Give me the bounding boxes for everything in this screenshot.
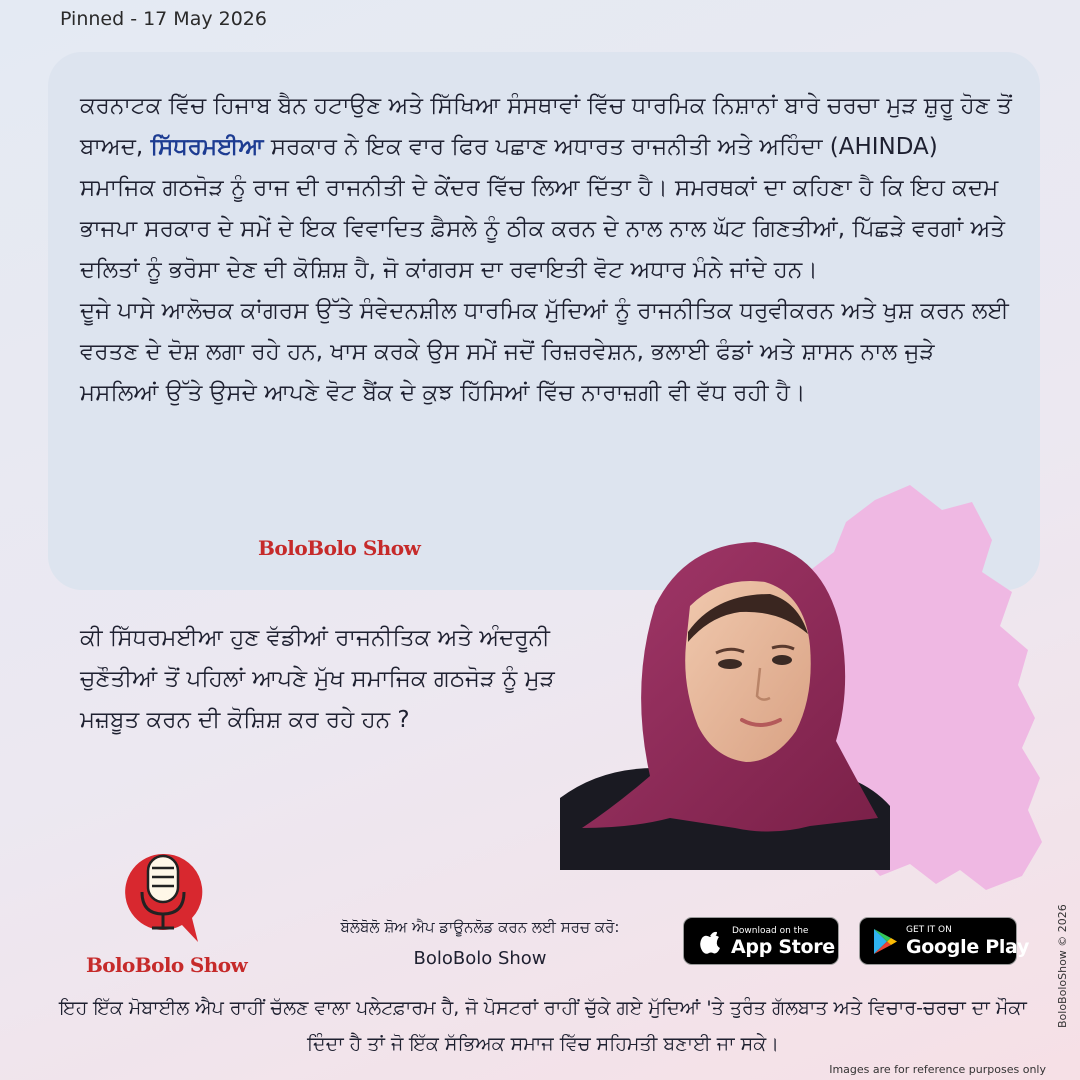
- google-play-button[interactable]: [859, 917, 1030, 965]
- google-play-big-label: Google Play: [906, 936, 1030, 958]
- app-store-big-label: App Store: [731, 936, 835, 958]
- article-text-part2: ਸਰਕਾਰ ਨੇ ਇਕ ਵਾਰ ਫਿਰ ਪਛਾਣ ਅਧਾਰਤ ਰਾਜਨੀਤੀ ਅਤੇ ਅਹਿੰਦਾ (AHINDA) ਸਮਾਜਿਕ ਗਠਜੋੜ ਨੂੰ ਰਾਜ ਦੀ ਰਾਜਨੀਤੀ ਦੇ ਕੇਂਦਰ ਵਿੱਚ ਲਿਆ ਦਿੱਤਾ ਹੈ। ਸਮਰਥਕਾਂ ਦਾ ਕਹਿਣਾ ਹੈ ਕਿ ਇਹ ਕਦਮ ਭਾਜਪਾ ਸਰਕਾਰ ਦੇ ਸਮੇਂ ਦੇ ਇਕ ਵਿਵਾਦਿਤ ਫ਼ੈਸਲੇ ਨੂੰ ਠੀਕ ਕਰਨ ਦੇ ਨਾਲ ਨਾਲ ਘੱਟ ਗਿਣਤੀਆਂ, ਪਿੱਛੜੇ ਵਰਗਾਂ ਅਤੇ ਦਲਿਤਾਂ ਨੂੰ ਭਰੋਸਾ ਦੇਣ ਦੀ ਕੋਸ਼ਿਸ਼ ਹੈ, ਜੋ ਕਾਂਗਰਸ ਦਾ ਰਵਾਇਤੀ ਵੋਟ ਅਧਾਰ ਮੰਨੇ ਜਾਂਦੇ ਹਨ।: [80, 134, 1006, 283]
- article-text-part1: ਕਰਨਾਟਕ ਵਿੱਚ ਹਿਜਾਬ ਬੈਨ ਹਟਾਉਣ ਅਤੇ ਸਿੱਖਿਆ ਸੰਸਥਾਵਾਂ ਵਿੱਚ ਧਾਰਮਿਕ ਨਿਸ਼ਾਨਾਂ ਬਾਰੇ ਚਰਚਾ ਮੁੜ ਸ਼ੁਰੂ ਹੋਣ ਤੋਂ ਬਾਅਦ,: [80, 93, 1012, 160]
- logo-brand-text: BoloBolo Show: [86, 953, 248, 977]
- image-disclaimer: Images are for reference purposes only: [829, 1063, 1046, 1076]
- google-play-icon: [872, 927, 898, 956]
- app-store-small-label: Download on the: [732, 926, 809, 936]
- footer-description: ਇਹ ਇੱਕ ਮੋਬਾਈਲ ਐਪ ਰਾਹੀਂ ਚੱਲਣ ਵਾਲਾ ਪਲੇਟਫ਼ਾਰਮ ਹੈ, ਜੋ ਪੋਸਟਰਾਂ ਰਾਹੀਂ ਚੁੱਕੇ ਗਏ ਮੁੱਦਿਆਂ 'ਤੇ ਤੁਰੰਤ ਗੱਲਬਾਤ ਅਤੇ ਵਿਚਾਰ-ਚਰਚਾ ਦਾ ਮੌਕਾ ਦਿੰਦਾ ਹੈ ਤਾਂ ਜੋ ਇੱਕ ਸੱਭਿਅਕ ਸਮਾਜ ਵਿੱਚ ਸਹਿਮਤੀ ਬਣਾਈ ਜਾ ਸਕੇ।: [59, 997, 1027, 1055]
- card-brand-watermark: BoloBolo Show: [258, 536, 421, 560]
- google-play-small-label: GET IT ON: [906, 925, 952, 935]
- side-copyright: BoloBoloShow © 2026: [1056, 904, 1069, 1028]
- bolobolo-microphone-logo-icon: [118, 848, 208, 948]
- question-text: ਕੀ ਸਿੱਧਰਮਈਆ ਹੁਣ ਵੱਡੀਆਂ ਰਾਜਨੀਤਿਕ ਅਤੇ ਅੰਦਰੂਨੀ ਚੁਣੌਤੀਆਂ ਤੋਂ ਪਹਿਲਾਂ ਆਪਣੇ ਮੁੱਖ ਸਮਾਜਿਕ ਗਠਜੋੜ ਨੂੰ ਮੁੜ ਮਜ਼ਬੂਤ ਕਰਨ ਦੀ ਕੋਸ਼ਿਸ਼ ਕਰ ਰਹੇ ਹਨ ?: [80, 625, 555, 733]
- article-text-part3: ਦੂਜੇ ਪਾਸੇ ਆਲੋਚਕ ਕਾਂਗਰਸ ਉੱਤੇ ਸੰਵੇਦਨਸ਼ੀਲ ਧਾਰਮਿਕ ਮੁੱਦਿਆਂ ਨੂੰ ਰਾਜਨੀਤਿਕ ਧਰੁਵੀਕਰਨ ਅਤੇ ਖੁਸ਼ ਕਰਨ ਲਈ ਵਰਤਣ ਦੇ ਦੋਸ਼ ਲਗਾ ਰਹੇ ਹਨ, ਖਾਸ ਕਰਕੇ ਉਸ ਸਮੇਂ ਜਦੋਂ ਰਿਜ਼ਰਵੇਸ਼ਨ, ਭਲਾਈ ਫੰਡਾਂ ਅਤੇ ਸ਼ਾਸਨ ਨਾਲ ਜੁੜੇ ਮਸਲਿਆਂ ਉੱਤੇ ਉਸਦੇ ਆਪਣੇ ਵੋਟ ਬੈਂਕ ਦੇ ਕੁਝ ਹਿੱਸਿਆਂ ਵਿੱਚ ਨਾਰਾਜ਼ਗੀ ਵੀ ਵੱਧ ਰਹੀ ਹੈ।: [80, 298, 1009, 406]
- woman-in-hijab-photo: [560, 536, 890, 870]
- search-instruction: ਬੋਲੋਬੋਲੋ ਸ਼ੋਅ ਐਪ ਡਾਊਨਲੋਡ ਕਰਨ ਲਈ ਸਰਚ ਕਰੋ:: [340, 918, 620, 936]
- search-app-name: BoloBolo Show: [413, 948, 547, 969]
- app-store-button[interactable]: [683, 917, 839, 965]
- pinned-date: Pinned - 17 May 2026: [60, 8, 267, 30]
- highlighted-name: ਸਿੱਧਰਮਈਆ: [150, 134, 264, 160]
- apple-icon: [698, 927, 722, 955]
- article-body: [80, 86, 1020, 414]
